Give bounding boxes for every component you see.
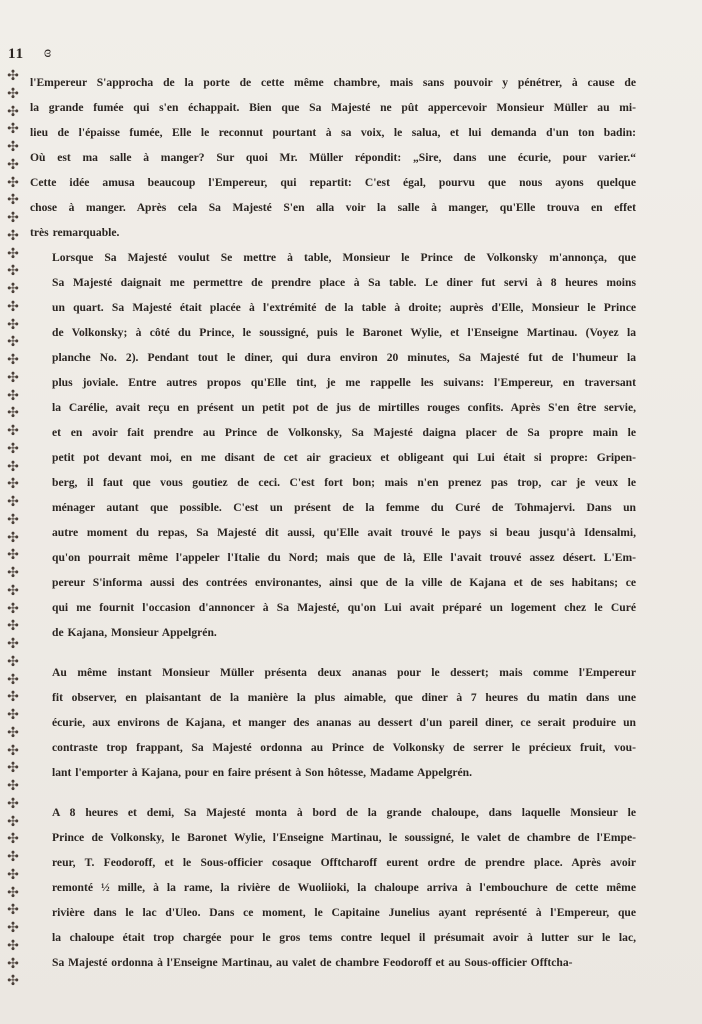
text-line: l'Empereur S'approcha de la porte de cette même chambre, mais sans pouvoir y pénétrer, à cause de [30, 76, 636, 89]
border-ornament-icon: ✣ [7, 441, 19, 457]
text-line: Cette idée amusa beaucoup l'Empereur, qui repartit: C'est égal, pourvu que nous ayons quelque [30, 176, 636, 189]
border-ornament-icon: ✣ [7, 654, 19, 670]
border-ornament-icon: ✣ [7, 69, 19, 84]
decorative-border [4, 70, 22, 990]
border-ornament-icon: ✣ [7, 140, 19, 155]
border-ornament-icon: ✣ [7, 974, 19, 990]
border-ornament-icon: ✣ [7, 495, 19, 510]
border-ornament-icon: ✣ [7, 583, 19, 599]
paragraph-1 [30, 70, 636, 245]
text-line: de Volkonsky; à côté du Prince, le soussigné, puis le Baronet Wylie, et l'Enseigne Martinau. (Voyez la [52, 326, 636, 339]
text-line: la grande fumée qui s'en échappait. Bien que Sa Majesté ne pût appercevoir Monsieur Müller au mi- [30, 101, 636, 114]
border-ornament-icon: ✣ [7, 264, 19, 280]
border-ornament-icon: ✣ [7, 424, 19, 439]
paragraph-4 [30, 800, 636, 975]
text-line: remonté ½ mille, à la rame, la rivière de Wuoliioki, la chaloupe arriva à l'embouchure de cette même [52, 881, 636, 894]
border-ornament-icon: ✣ [7, 548, 19, 564]
border-ornament-icon: ✣ [7, 317, 19, 333]
border-ornament-icon: ✣ [7, 796, 19, 812]
border-ornament-icon: ✣ [7, 903, 19, 919]
page-number: 11 [8, 46, 25, 62]
text-line: planche No. 2). Pendant tout le diner, qui dura environ 20 minutes, Sa Majesté fut de l'humeur la [52, 351, 636, 364]
border-ornament-icon: ✣ [7, 956, 19, 972]
border-ornament-icon: ✣ [7, 104, 19, 120]
border-ornament-icon: ✣ [7, 867, 19, 883]
border-ornament-icon: ✣ [7, 335, 19, 351]
border-ornament-icon: ✣ [7, 512, 19, 528]
border-ornament-icon: ✣ [7, 637, 19, 652]
border-ornament-icon: ✣ [7, 246, 19, 262]
border-ornament-icon: ✣ [7, 122, 19, 138]
border-ornament-icon: ✣ [7, 388, 19, 404]
border-ornament-icon: ✣ [7, 228, 19, 244]
border-ornament-icon: ✣ [7, 832, 19, 848]
paragraph-2 [30, 245, 636, 645]
border-ornament-icon: ✣ [7, 601, 19, 617]
text-line: Lorsque Sa Majesté voulut Se mettre à table, Monsieur le Prince de Volkonsky m'annonça, que [52, 251, 636, 264]
border-ornament-icon: ✣ [7, 725, 19, 741]
text-line: contraste trop frappant, Sa Majesté ordonna au Prince de Volkonsky de serrer le précieux fruit, vou- [52, 741, 636, 754]
text-line: A 8 heures et demi, Sa Majesté monta à bord de la grande chaloupe, dans laquelle Monsieur le [52, 806, 636, 819]
border-ornament-icon: ✣ [7, 619, 19, 635]
border-ornament-icon: ✣ [7, 157, 19, 173]
text-line: lant l'emporter à Kajana, pour en faire présent à Son hôtesse, Madame Appelgrén. [52, 766, 473, 779]
text-line: un quart. Sa Majesté était placée à l'extrémité de la table à droite; auprès d'Elle, Monsieur le Prince [52, 301, 636, 314]
border-ornament-icon: ✣ [7, 86, 19, 102]
text-line: la Carélie, avait reçu en présent un petit pot de jus de mirtilles rouges confits. Après S'en être servie, [52, 401, 636, 414]
text-line: écurie, aux environs de Kajana, et manger des ananas au dessert d'un pareil diner, ce serait produire un [52, 716, 636, 729]
border-ornament-icon: ✣ [7, 566, 19, 581]
text-line: plus joviale. Entre autres propos qu'Elle tint, je me rappelle les suivans: l'Empereur, en traversant [52, 376, 636, 389]
border-ornament-icon: ✣ [7, 406, 19, 422]
text-line: très remarquable. [30, 226, 120, 239]
text-line: rivière dans le lac d'Uleo. Dans ce moment, le Capitaine Junelius ayant représenté à l'Empereur, que [52, 906, 636, 919]
border-ornament-icon: ✣ [7, 459, 19, 475]
text-line: ménager autant que possible. C'est un présent de la femme du Curé de Tohmajervi. Dans un [52, 501, 636, 514]
border-ornament-icon: ✣ [7, 530, 19, 546]
border-ornament-icon: ✣ [7, 690, 19, 706]
border-ornament-icon: ✣ [7, 850, 19, 865]
text-line: fit observer, en plaisantant de la manière la plus aimable, que diner à 7 heures du matin dans une [52, 691, 636, 704]
border-ornament-icon: ✣ [7, 193, 19, 209]
text-line: pereur S'informa aussi des contrées environantes, ainsi que de la ville de Kajana et de ses habitans; ce [52, 576, 636, 589]
text-line: Au même instant Monsieur Müller présenta deux ananas pour le dessert; mais comme l'Empereur [52, 666, 636, 679]
paragraph-3 [30, 660, 636, 785]
border-ornament-icon: ✣ [7, 743, 19, 759]
border-ornament-icon: ✣ [7, 885, 19, 901]
text-line: autre moment du repas, Sa Majesté dit aussi, qu'Elle avait trouvé le pays si beau jusqu'à Idensalmi, [52, 526, 636, 539]
border-ornament-icon: ✣ [7, 370, 19, 386]
border-ornament-icon: ✣ [7, 708, 19, 723]
text-line: et en avoir fait prendre au Prince de Volkonsky, Sa Majesté daigna placer de Sa propre main le [52, 426, 636, 439]
text-line: qu'on pourrait même l'appeler l'Italie du Nord; mais que de là, Elle l'avait trouvé assez désert. L'Em- [52, 551, 636, 564]
border-ornament-icon: ✣ [7, 672, 19, 688]
header-ornament: ɞ [44, 44, 52, 61]
text-line: qui me fournit l'occasion d'annoncer à Sa Majesté, qu'on Lui avait préparé un logement chez le Curé [52, 601, 636, 614]
border-ornament-icon: ✣ [7, 175, 19, 191]
text-line: Où est ma salle à manger? Sur quoi Mr. Müller répondit: „Sire, dans une écurie, pour varier.“ [30, 151, 636, 164]
border-ornament-icon: ✣ [7, 921, 19, 936]
text-block-boat [30, 800, 636, 975]
text-line: chose à manger. Après cela Sa Majesté S'en alla voir la salle à manger, qu'Elle trouva en effet [30, 201, 636, 214]
border-ornament-icon: ✣ [7, 761, 19, 777]
border-ornament-icon: ✣ [7, 938, 19, 954]
text-line: de Kajana, Monsieur Appelgrén. [52, 626, 217, 639]
text-line: lieu de l'épaisse fumée, Elle le reconnut pourtant à sa voix, le salua, et lui demanda d'un ton badin: [30, 126, 636, 139]
text-line: Sa Majesté daignait me permettre de prendre place à Sa table. Le diner fut servi à 8 heures moins [52, 276, 636, 289]
text-line: Sa Majesté ordonna à l'Enseigne Martinau, au valet de chambre Feodoroff et au Sous-officier Offtcha- [52, 956, 573, 969]
text-line: la chaloupe était trop chargée pour le gros tems contre lequel il présumait avoir à lutter sur le lac, [52, 931, 636, 944]
border-ornament-icon: ✣ [7, 477, 19, 493]
border-ornament-icon: ✣ [7, 299, 19, 315]
border-ornament-icon: ✣ [7, 211, 19, 226]
text-block-main [30, 70, 636, 645]
text-line: berg, il faut que vous goutiez de ceci. C'est fort bon; mais n'en prenez pas trop, car je veux le [52, 476, 636, 489]
text-block-dessert [30, 660, 636, 785]
text-line: petit pot devant moi, en me disant de cet air gracieux et obligeant qui Lui était si propre: Gripen- [52, 451, 636, 464]
border-ornament-icon: ✣ [7, 814, 19, 830]
border-ornament-icon: ✣ [7, 779, 19, 794]
border-ornament-icon: ✣ [7, 282, 19, 297]
border-ornament-icon: ✣ [7, 353, 19, 368]
text-line: reur, T. Feodoroff, et le Sous-officier cosaque Offtcharoff eurent ordre de prendre place. Après avoir [52, 856, 636, 869]
text-line: Prince de Volkonsky, le Baronet Wylie, l'Enseigne Martinau, le soussigné, le valet de chambre de l'Empe- [52, 831, 636, 844]
